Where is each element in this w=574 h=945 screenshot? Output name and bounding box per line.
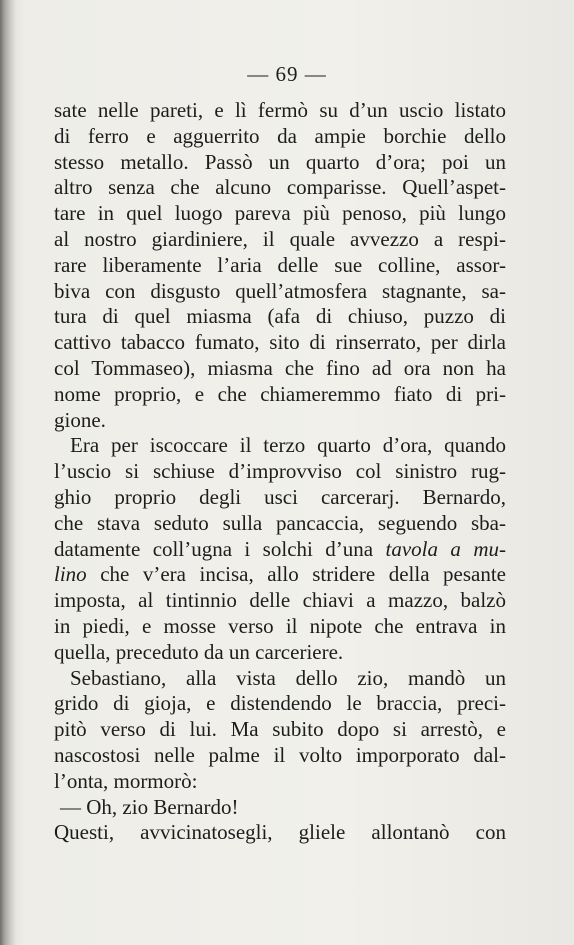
text-line: nascostosi nelle palme il volto imporporato dal-: [54, 742, 506, 767]
text-line: — Oh, zio Bernardo!: [60, 794, 239, 819]
text-line: tura di quel miasma (afa di chiuso, puzzo di: [54, 304, 506, 329]
text-line: grido di gioja, e distendendo le braccia, preci-: [54, 691, 506, 716]
text-line: rare liberamente l’aria delle sue colline, assor-: [54, 252, 506, 277]
text-line: pitò verso di lui. Ma subito dopo si arrestò, e: [54, 717, 506, 742]
text-line: sate nelle pareti, e lì fermò su d’un uscio listato: [54, 98, 506, 122]
text-line: in piedi, e mosse verso il nipote che entrava in: [54, 613, 506, 638]
text-segment: che v’era incisa, allo stridere della pesante: [100, 562, 506, 587]
page-binding-edge: [0, 0, 16, 945]
text-line: al nostro giardiniere, il quale avvezzo a respi-: [54, 226, 506, 251]
text-line: stesso metallo. Passò un quarto d’ora; poi un: [54, 149, 506, 174]
text-line: nome proprio, e che chiameremmo fiato di pri-: [54, 381, 506, 406]
text-line: di ferro e agguerrito da ampie borchie dello: [54, 123, 506, 148]
text-line: biva con disgusto quell’atmosfera stagnante, sa-: [54, 278, 506, 303]
text-line: tare in quel luogo pareva più penoso, più lungo: [54, 201, 506, 226]
italic-text: lino: [54, 562, 87, 587]
text-line: Questi, avvicinatosegli, gliele allontanò con: [54, 820, 506, 845]
italic-text: tavola a mu-: [385, 536, 507, 561]
text-line: gione.: [54, 407, 106, 432]
text-line: l’uscio si schiuse d’improvviso col sinistro rug-: [54, 459, 506, 484]
text-line: altro senza che alcuno comparisse. Quell’aspet-: [54, 175, 506, 200]
text-line: [54, 562, 506, 588]
text-line: imposta, al tintinnio delle chiavi a mazzo, balzò: [54, 588, 506, 613]
text-line: quella, preceduto da un carceriere.: [54, 639, 344, 664]
text-line: [54, 537, 506, 563]
page-number: — 69 —: [247, 62, 327, 86]
text-line: ghio proprio degli usci carcerarj. Bernardo,: [54, 484, 506, 509]
text-segment: datamente coll’ugna i solchi d’una: [54, 536, 374, 561]
text-line: col Tommaseo), miasma che fino ad ora non ha: [54, 355, 506, 380]
text-line: Era per iscoccare il terzo quarto d’ora, quando: [70, 433, 506, 458]
text-line: cattivo tabacco fumato, sito di rinserrato, per dirla: [54, 330, 506, 355]
text-line: che stava seduto sulla pancaccia, seguendo sba-: [54, 510, 506, 535]
body-text: [54, 98, 506, 846]
text-line: l’onta, mormorò:: [54, 768, 198, 793]
text-line: Sebastiano, alla vista dello zio, mandò un: [70, 665, 506, 690]
